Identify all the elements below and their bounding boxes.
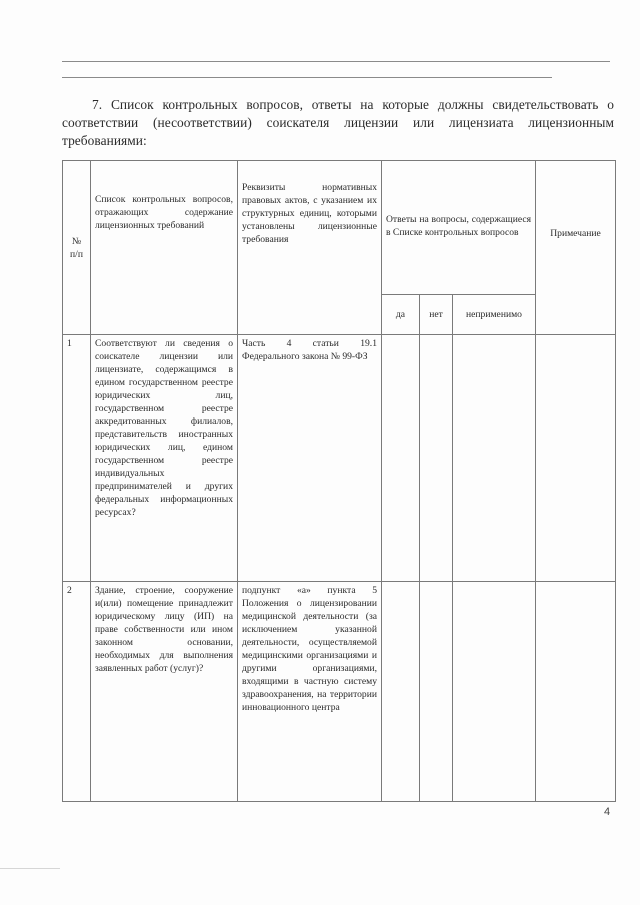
col-header-no: нет — [420, 295, 453, 335]
answer-na-cell[interactable] — [453, 582, 536, 802]
answer-yes-cell[interactable] — [382, 582, 420, 802]
col-header-note: Примечание — [536, 161, 616, 335]
note-cell[interactable] — [536, 335, 616, 582]
answer-no-cell[interactable] — [420, 582, 453, 802]
answer-yes-cell[interactable] — [382, 335, 420, 582]
table-row — [63, 582, 616, 802]
col-header-answers: Ответы на вопросы, содержащиеся в Списке контрольных вопросов — [382, 161, 536, 295]
page-number: 4 — [604, 806, 611, 818]
form-line-1 — [62, 61, 610, 62]
checklist-table — [62, 160, 616, 802]
note-cell[interactable] — [536, 582, 616, 802]
header-row — [63, 161, 616, 295]
form-line-2 — [62, 77, 552, 78]
row-requisite: Часть 4 статьи 19.1 Федерального закона № 99-ФЗ — [238, 335, 382, 582]
col-header-num: № п/п — [63, 161, 91, 335]
col-header-questions: Список контрольных вопросов, отражающих содержание лицензионных требований — [91, 161, 238, 335]
section-heading: 7. Список контрольных вопросов, ответы на которые должны свидетельствовать о соответствии (несоответствии) соискателя лицензии или лицензиата лицензионным требованиями: — [62, 97, 614, 148]
col-header-requisites: Реквизиты нормативных правовых актов, с указанием их структурных единиц, которыми установлены лицензионные требования — [238, 161, 382, 335]
col-header-yes: да — [382, 295, 420, 335]
row-requisite: подпункт «а» пункта 5 Положения о лицензировании медицинской деятельности (за исключением указанной деятельности, осуществляемой медицинскими организациями и другими организациями, входящими в частную систему здравоохранения, на территории инновационного центра — [238, 582, 382, 802]
answer-no-cell[interactable] — [420, 335, 453, 582]
table-row — [63, 335, 616, 582]
row-question: Соответствуют ли сведения о соискателе лицензии или лицензиате, содержащимся в едином государственном реестре юридических лиц, государственном реестре аккредитованных филиалов, представительств иностранных юридических лиц, едином государственном реестре индивидуальных предпринимателей и других федеральных информационных ресурсах? — [91, 335, 238, 582]
col-header-na: неприменимо — [453, 295, 536, 335]
answer-na-cell[interactable] — [453, 335, 536, 582]
row-number: 1 — [63, 335, 91, 582]
row-number: 2 — [63, 582, 91, 802]
scan-edge-mark — [0, 868, 60, 869]
row-question: Здание, строение, сооружение и(или) помещение принадлежит юридическому лицу (ИП) на праве собственности или ином законном основании, необходимых для выполнения заявленных работ (услуг)? — [91, 582, 238, 802]
